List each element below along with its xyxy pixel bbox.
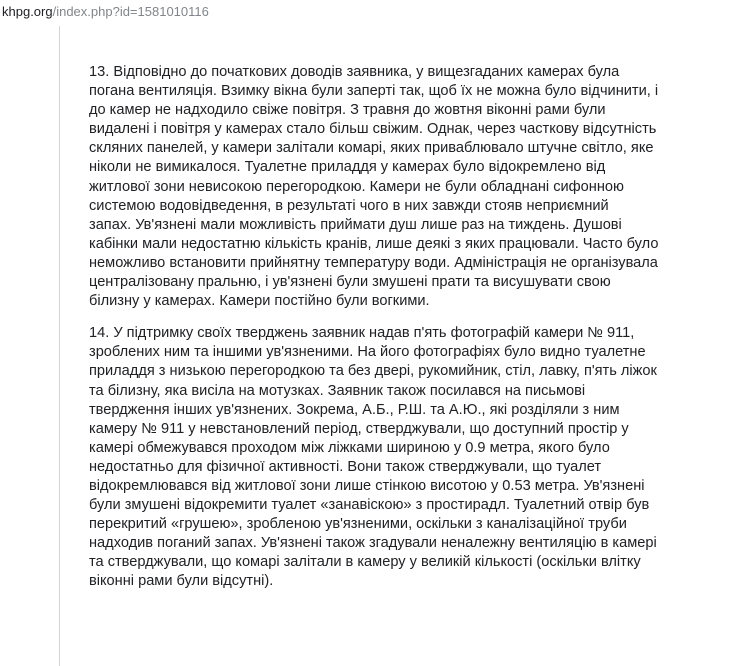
address-bar[interactable]: [0, 0, 738, 24]
paragraph-line: неможливо встановити прийнятну температуру води. Адміністрація не організувала: [89, 254, 658, 271]
paragraph-line: кабінки мали недостатню кількість кранів, лише деякі з яких працювали. Часто було: [89, 235, 659, 252]
paragraph-14: [89, 324, 717, 591]
paragraph-line: відокремлювався від житлової зони лише стінкою висотою у 0.53 метра. Ув'язнені: [89, 477, 645, 494]
paragraph-line: запах. Ув'язнені мали можливість приймати душ лише раз на тиждень. Душові: [89, 216, 622, 233]
url-domain: khpg.org: [2, 4, 53, 19]
paragraph-line: 14. У підтримку своїх тверджень заявник надав п'ять фотографій камери № 911,: [89, 325, 635, 342]
paragraph-line: віконні рами були відсутні).: [89, 573, 274, 590]
paragraph-line: погана вентиляція. Взимку вікна були заперті так, щоб їх не можна було відчинити, і: [89, 83, 659, 100]
paragraph-line: твердження інших ув'язнених. Зокрема, А.Б., Р.Ш. та А.Ю., які розділяли з ним: [89, 401, 620, 418]
document-body: [89, 63, 717, 605]
paragraph-line: приладдя з низькою перегородкою та без двері, рукомийник, стіл, лавку, п'ять ліжок: [89, 363, 657, 380]
paragraph-line: ніколи не вимикалося. Туалетне приладдя у камерах було відокремлено від: [89, 159, 606, 176]
paragraph-line: житлової зони невисокою перегородкою. Камери не були обладнані сифонною: [89, 178, 624, 195]
paragraph-line: видалені і повітря у камерах стало більш свіжим. Однак, через часткову відсутність: [89, 121, 657, 138]
paragraph-line: та стверджували, що комарі залітали в камеру у великій кількості (оскільки влітку: [89, 554, 641, 571]
paragraph-13: [89, 63, 717, 311]
paragraph-line: білизну у камерах. Камери постійно були вогкими.: [89, 293, 430, 310]
paragraph-line: були змушені відокремити туалет «занавіскою» з простирадл. Туалетний отвір був: [89, 497, 650, 514]
paragraph-line: та білизну, яка висіла на мотузках. Заявник також посилався на письмові: [89, 382, 586, 399]
paragraph-line: скляних панелей, у камери залітали комарі, яких приваблювало штучне світло, яке: [89, 140, 654, 157]
paragraph-line: недостатньо для фізичної активності. Вони також стверджували, що туалет: [89, 458, 602, 475]
paragraph-line: камері обмежувався проходом між ліжками шириною у 0.9 метра, якого було: [89, 439, 610, 456]
paragraph-line: до камер не надходило свіже повітря. З травня до жовтня віконні рами були: [89, 102, 606, 119]
url-path: /index.php?id=1581010116: [52, 4, 209, 19]
paragraph-line: перекритий «грушею», зробленою ув'язненими, оскільки з каналізаційної труби: [89, 516, 627, 533]
paragraph-line: надходив поганий запах. Ув'язнені також згадували неналежну вентиляцію в камері: [89, 535, 657, 552]
paragraph-line: централізовану пральню, і ув'язнені були змушені прати та висушувати свою: [89, 274, 611, 291]
paragraph-line: зроблених ним та іншими ув'язненими. На його фотографіях було видно туалетне: [89, 344, 646, 361]
paragraph-line: системою водовідведення, в результаті чого в них завжди стояв неприємний: [89, 197, 609, 214]
paragraph-line: камеру № 911 у невстановлений період, стверджували, що доступний простір у: [89, 420, 629, 437]
paragraph-line: 13. Відповідно до початкових доводів заявника, у вищезгаданих камерах була: [89, 64, 620, 80]
